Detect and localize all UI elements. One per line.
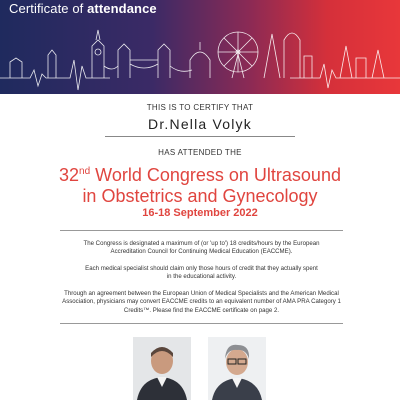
recipient-name: Dr.Nella Volyk [148,116,252,132]
person-portrait-icon [133,337,191,400]
name-underline [105,136,295,137]
event-title-line-1 [0,165,400,186]
event-dates: 16-18 September 2022 [142,207,258,219]
paragraph-line: Through an agreement between the European Union of Medical Specialists and the American Medical [64,290,339,297]
paragraph-line: in the educational activity. [166,273,237,281]
paragraph-line: Credits™. Please find the EACCME certificate on page 2. [123,306,280,314]
claim-paragraph [60,265,343,282]
certify-statement: THIS IS TO CERTIFY THAT [146,103,254,112]
divider-bottom [60,323,343,324]
event-number: 32 [59,165,80,185]
certificate-header-banner [0,0,400,94]
event-number-suffix: nd [79,166,91,177]
divider-top [60,230,343,231]
header-title [9,1,157,16]
paragraph-line: Each medical specialist should claim only those hours of credit that they actually spent [85,265,318,272]
signatory-photo-1 [133,337,191,400]
paragraph-line: Association, physicians may convert EACCME credits to an equivalent number of AMA PRA Category 1 [62,298,341,306]
event-title-rest: World Congress on Ultrasound [90,165,341,185]
header-title-prefix: Certificate of [9,1,88,16]
signatory-photo-2 [208,337,266,400]
attended-statement: HAS ATTENDED THE [158,148,242,157]
paragraph-line: The Congress is designated a maximum of (or 'up to') 18 credits/hours by the European [83,240,320,247]
accreditation-paragraph [60,240,343,257]
paragraph-line: Accreditation Council for Continuing Medical Education (EACCME). [110,248,293,256]
event-title-line-2: in Obstetrics and Gynecology [82,186,318,206]
person-portrait-icon [208,337,266,400]
conversion-paragraph [60,290,343,315]
header-title-bold: attendance [87,1,157,16]
